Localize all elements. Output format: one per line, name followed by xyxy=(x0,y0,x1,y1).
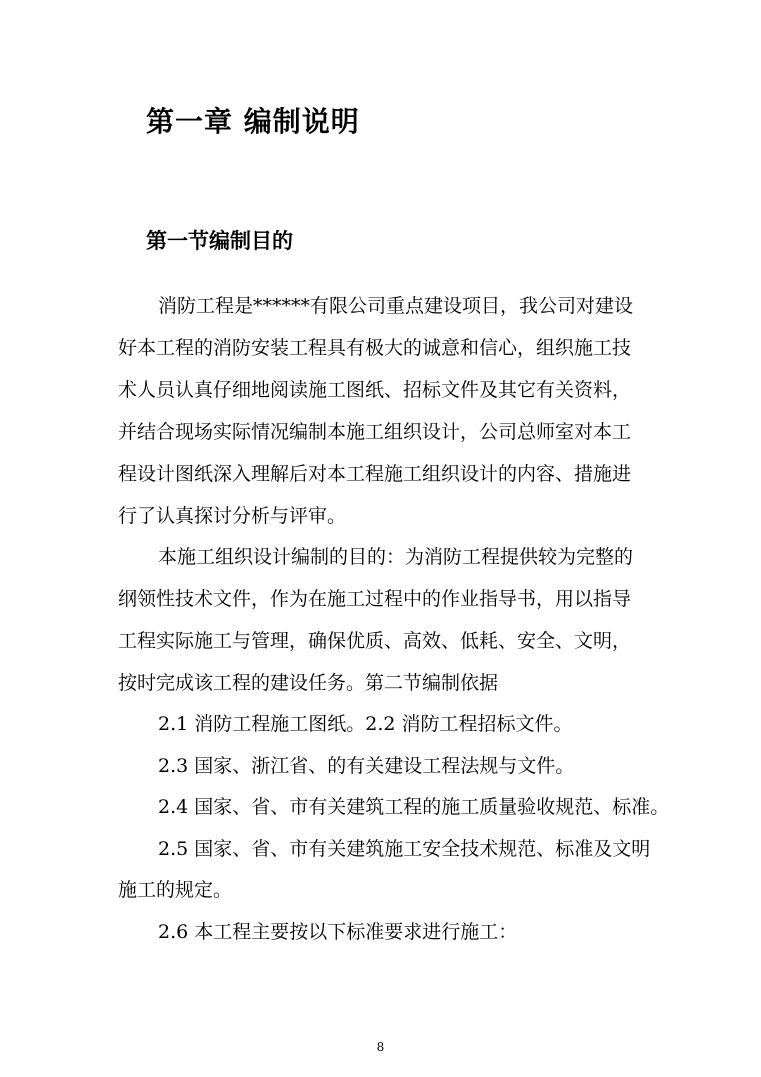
basis-item-2-1-2-2: 2.1 消防工程施工图纸。2.2 消防工程招标文件。 xyxy=(158,713,573,735)
basis-item-2-5: 2.5 国家、省、市有关建筑施工安全技术规范、标准及文明 xyxy=(158,838,651,860)
paragraph-2-line-4: 按时完成该工程的建设任务。第二节编制依据 xyxy=(118,672,499,694)
paragraph-1-line-6: 行了认真探讨分析与评审。 xyxy=(118,505,347,527)
basis-item-2-5-continued: 施工的规定。 xyxy=(118,879,233,901)
paragraph-2-line-1: 本施工组织设计编制的目的：为消防工程提供较为完整的 xyxy=(158,546,634,568)
paragraph-1-line-3: 术人员认真仔细地阅读施工图纸、招标文件及其它有关资料， xyxy=(118,379,632,401)
paragraph-1-line-5: 程设计图纸深入理解后对本工程施工组织设计的内容、措施进 xyxy=(118,463,632,485)
basis-item-2-6: 2.6 本工程主要按以下标准要求进行施工： xyxy=(158,921,518,943)
basis-item-2-3: 2.3 国家、浙江省、的有关建设工程法规与文件。 xyxy=(158,755,575,777)
paragraph-2-line-3: 工程实际施工与管理，确保优质、高效、低耗、安全、文明， xyxy=(118,630,632,652)
paragraph-1-line-4: 并结合现场实际情况编制本施工组织设计，公司总师室对本工 xyxy=(118,421,632,443)
paragraph-1-line-1: 消防工程是******有限公司重点建设项目，我公司对建设 xyxy=(158,295,634,317)
paragraph-1-line-2: 好本工程的消防安装工程具有极大的诚意和信心，组织施工技 xyxy=(118,337,632,359)
section-title: 第一节编制目的 xyxy=(146,228,293,253)
paragraph-2-line-2: 纲领性技术文件，作为在施工过程中的作业指导书，用以指导 xyxy=(118,588,632,610)
page-number: 8 xyxy=(376,1040,385,1054)
chapter-title: 第一章 编制说明 xyxy=(146,105,360,138)
basis-item-2-4: 2.4 国家、省、市有关建筑工程的施工质量验收规范、标准。 xyxy=(158,796,670,818)
